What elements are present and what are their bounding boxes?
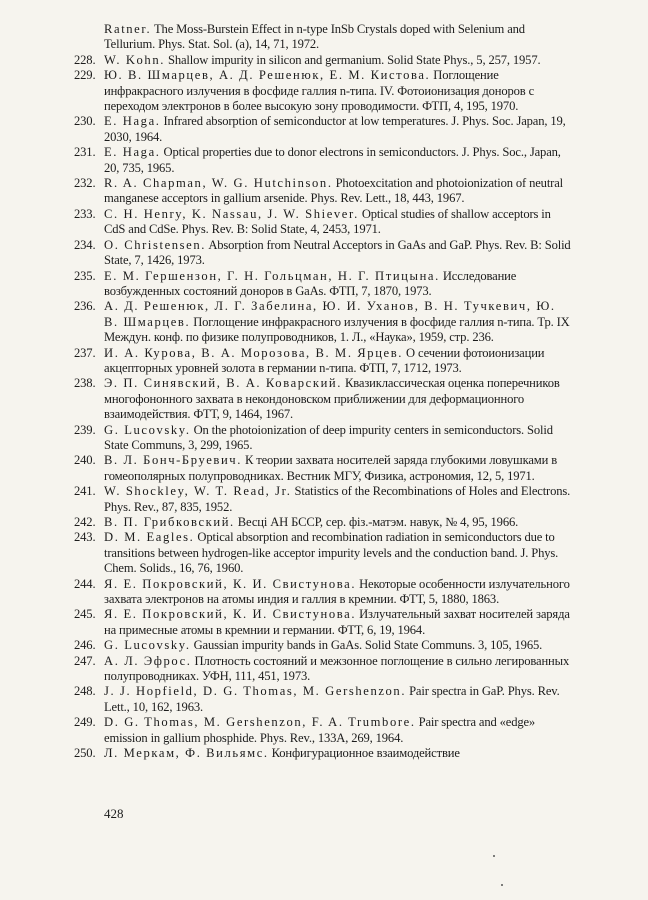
reference-entry bbox=[74, 607, 574, 638]
reference-entry bbox=[74, 746, 574, 761]
reference-number: 246. bbox=[74, 638, 96, 653]
reference-authors: А. Д. Решенюк, Л. Г. Забелина, Ю. И. Уханов, В. Н. Тучкевич, Ю. В. Шмарцев. bbox=[104, 299, 556, 329]
reference-authors: R. A. Chapman, W. G. Hutchinson. bbox=[104, 176, 333, 191]
reference-entry bbox=[74, 576, 574, 608]
reference-text: Shallow impurity in silicon and germanium. Solid State Phys., 5, 257, 1957. bbox=[164, 52, 541, 67]
reference-authors: Я. Е. Покровский, К. И. Свистунова. bbox=[104, 607, 357, 622]
reference-entry bbox=[74, 114, 574, 145]
reference-authors: D. M. Eagles. bbox=[104, 530, 195, 545]
page-number: 428 bbox=[104, 806, 124, 821]
reference-entry bbox=[74, 268, 574, 300]
reference-number: 249. bbox=[74, 715, 96, 730]
reference-text: Photoexcitation and photoionization of neutral manganese acceptors in gallium arsenide. Phys. Rev. Lett., 18, 443, 1967. bbox=[104, 176, 564, 206]
reference-number: 250. bbox=[74, 746, 96, 761]
reference-entry bbox=[74, 299, 574, 345]
reference-entry bbox=[104, 22, 574, 53]
reference-entry bbox=[74, 684, 574, 715]
reference-number: 244. bbox=[74, 576, 96, 591]
reference-authors: А. Л. Эфрос. bbox=[104, 653, 192, 668]
reference-text: On the photoionization of deep impurity centers in semiconductors. Solid State Communs, 3, 299, 1965. bbox=[104, 422, 553, 452]
reference-number: 245. bbox=[74, 607, 96, 622]
reference-text: Некоторые особенности излучательного захвата электронов на атомы индия и галлия в кремнии. ФТТ, 5, 1880, 1863. bbox=[104, 576, 570, 607]
reference-text: О сечении фотоионизации акцепторных уровней золота в германии n-типа. ФТП, 7, 1712, 1973. bbox=[104, 345, 545, 375]
reference-text: Квазиклассическая оценка поперечников многофононного захвата в некондоновском приближении для деформационного взаимодействия. ФТТ, 9, 1464, 1967. bbox=[104, 376, 560, 422]
reference-number: 240. bbox=[74, 453, 96, 468]
reference-entry bbox=[74, 237, 574, 269]
reference-authors: E. Haga. bbox=[104, 145, 161, 160]
reference-number: 236. bbox=[74, 299, 96, 314]
reference-authors: J. J. Hopfield, D. G. Thomas, M. Gershenzon. bbox=[104, 684, 407, 699]
reference-entry bbox=[74, 422, 574, 454]
reference-authors: Э. П. Синявский, В. А. Коварский. bbox=[104, 376, 342, 391]
reference-text: The Moss-Burstein Effect in n-type InSb Crystals doped with Selenium and Tellurium. Phys. Stat. Sol. (a), 14, 71, 1972. bbox=[104, 22, 525, 52]
reference-text: Конфигурационное взаимодействие bbox=[268, 746, 460, 761]
reference-text: Optical absorption and recombination radiation in semiconductors due to transitions between hydrogen-like acceptor impurity levels and the conduction band. J. Phys. Chem. Solids., 16, 76, 1960. bbox=[104, 530, 559, 576]
reference-authors: Ю. В. Шмарцев, А. Д. Решенюк, Е. М. Кистова. bbox=[104, 68, 431, 83]
reference-number: 248. bbox=[74, 684, 96, 699]
reference-authors: И. А. Курова, В. А. Морозова, В. М. Ярцев. bbox=[104, 345, 404, 360]
reference-number: 239. bbox=[74, 422, 96, 437]
reference-entry bbox=[74, 530, 574, 576]
reference-authors: W. Shockley, W. T. Read, Jr. bbox=[104, 484, 292, 499]
reference-entry bbox=[74, 68, 574, 114]
reference-authors: W. Kohn. bbox=[104, 52, 165, 67]
reference-text: Pair spectra in GaP. Phys. Rev. Lett., 10, 162, 1963. bbox=[104, 684, 560, 714]
reference-text: Infrared absorption of semiconductor at low temperatures. J. Phys. Soc. Japan, 19, 2030, 1964. bbox=[104, 114, 566, 144]
reference-number: 237. bbox=[74, 345, 96, 360]
reference-entry bbox=[74, 653, 574, 685]
reference-entry bbox=[74, 52, 574, 68]
reference-text: Gaussian impurity bands in GaAs. Solid State Communs. 3, 105, 1965. bbox=[190, 638, 543, 653]
reference-text: Statistics of the Recombinations of Holes and Electrons. Phys. Rev., 87, 835, 1952. bbox=[104, 484, 571, 514]
reference-text: К теории захвата носителей заряда глубокими ловушками в гомеополярных полупроводниках. Вестник МГУ, Физика, астрономия, 12, 5, 1971. bbox=[104, 453, 558, 483]
reference-entry bbox=[74, 176, 574, 207]
reference-number: 231. bbox=[74, 145, 96, 160]
reference-text: Optical studies of shallow acceptors in CdS and CdSe. Phys. Rev. B: Solid State, 4, 2453, 1971. bbox=[104, 206, 551, 237]
reference-text: Весцi АН БССР, сер. фiз.-матэм. навук, № 4, 95, 1966. bbox=[234, 515, 519, 529]
reference-number: 234. bbox=[74, 237, 96, 252]
reference-number: 235. bbox=[74, 268, 96, 283]
reference-text: Плотность состояний и межзонное поглощение в сильно легированных полупроводниках. УФН, 111, 451, 1973. bbox=[104, 653, 570, 684]
reference-authors: C. H. Henry, K. Nassau, J. W. Shiever. bbox=[104, 206, 359, 221]
reference-list bbox=[74, 22, 574, 762]
reference-number: 233. bbox=[74, 206, 96, 221]
reference-text: Absorption from Neutral Acceptors in GaAs and GaP. Phys. Rev. B: Solid State, 7, 1426, 1973. bbox=[104, 237, 571, 268]
reference-authors: Ratner. bbox=[104, 22, 152, 36]
reference-number: 242. bbox=[74, 515, 96, 529]
reference-text: Pair spectra and «edge» emission in gallium phosphide. Phys. Rev., 133A, 269, 1964. bbox=[104, 715, 536, 745]
reference-authors: O. Christensen. bbox=[104, 237, 207, 252]
reference-number: 241. bbox=[74, 484, 96, 499]
reference-entry bbox=[74, 376, 574, 422]
reference-authors: Е. М. Гершензон, Г. Н. Гольцман, Н. Г. Птицына. bbox=[104, 268, 440, 283]
reference-authors: Я. Е. Покровский, К. И. Свистунова. bbox=[104, 576, 357, 591]
reference-authors: G. Lucovsky. bbox=[104, 422, 191, 437]
reference-authors: E. Haga. bbox=[104, 114, 161, 129]
reference-text: Поглощение инфракрасного излучения в фосфиде галлия n-типа. Тр. IX Междун. конф. по физике полупроводников, 1. Л., «Наука», 1959, стр. 236. bbox=[104, 314, 570, 345]
reference-number: 230. bbox=[74, 114, 96, 129]
print-speck bbox=[501, 884, 503, 886]
reference-text: Излучательный захват носителей заряда на примесные атомы в кремнии и германии. ФТТ, 6, 19, 1964. bbox=[104, 607, 570, 637]
reference-text: Исследование возбужденных состояний доноров в GaAs. ФТП, 7, 1870, 1973. bbox=[104, 268, 517, 298]
reference-entry bbox=[74, 515, 574, 530]
reference-number: 232. bbox=[74, 176, 96, 191]
reference-authors: G. Lucovsky. bbox=[104, 638, 191, 653]
reference-entry bbox=[74, 484, 574, 515]
reference-number: 247. bbox=[74, 653, 96, 668]
reference-authors: D. G. Thomas, M. Gershenzon, F. A. Trumbore. bbox=[104, 715, 416, 730]
reference-text: Поглощение инфракрасного излучения в фосфиде галлия n-типа. IV. Фотоионизация доноров с переходом электронов в более высокую зону проводимости. ФТП, 4, 195, 1970. bbox=[104, 68, 535, 114]
reference-entry bbox=[74, 206, 574, 238]
reference-entry bbox=[74, 638, 574, 653]
reference-entry bbox=[74, 145, 574, 176]
reference-number: 229. bbox=[74, 68, 96, 83]
print-speck bbox=[493, 855, 495, 857]
reference-number: 243. bbox=[74, 530, 96, 545]
reference-authors: Л. Меркам, Ф. Вильямс. bbox=[104, 746, 269, 761]
reference-entry bbox=[74, 715, 574, 746]
reference-authors: В. П. Грибковский. bbox=[104, 515, 235, 529]
reference-number: 238. bbox=[74, 376, 96, 391]
reference-entry bbox=[74, 453, 574, 484]
reference-entry bbox=[74, 345, 574, 377]
reference-text: Optical properties due to donor electrons in semiconductors. J. Phys. Soc., Japan, 20, 735, 1965. bbox=[104, 145, 561, 175]
reference-authors: В. Л. Бонч-Бруевич. bbox=[104, 453, 242, 468]
reference-number: 228. bbox=[74, 52, 96, 67]
